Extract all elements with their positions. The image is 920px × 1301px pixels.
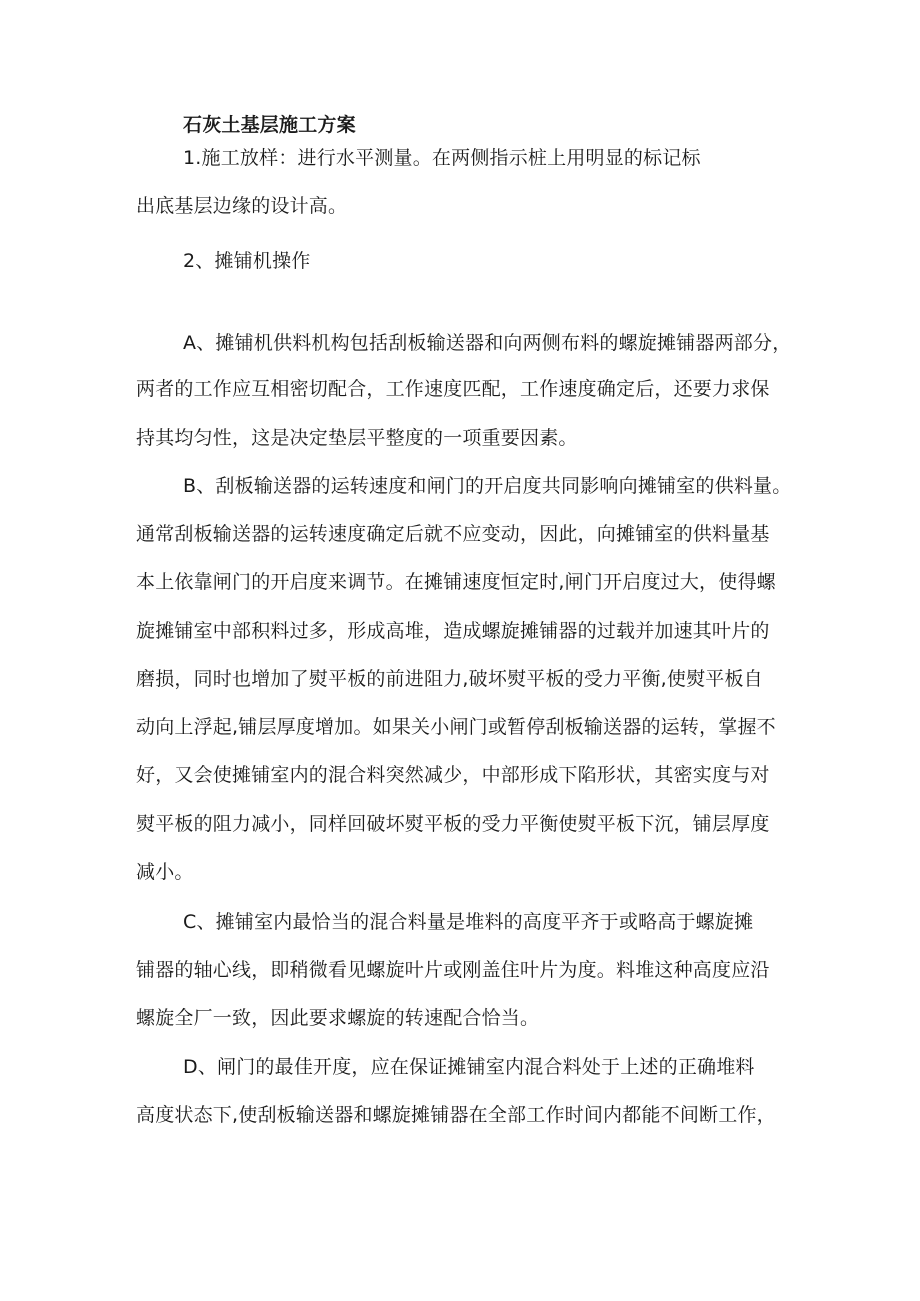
paragraph-b-line-5: 磨损，同时也增加了熨平板的前进阻力,破坏熨平板的受力平衡,使熨平板自 (136, 668, 763, 690)
paragraph-b-line-3: 本上依靠闸门的开启度来调节。在摊铺速度恒定时,闸门开启度过大，使得螺 (136, 571, 776, 593)
section1-line-2: 出底基层边缘的设计高。 (136, 195, 348, 217)
paragraph-b-line-9: 减小。 (136, 861, 194, 883)
paragraph-b-line-7: 好，又会使摊铺室内的混合料突然减少，中部形成下陷形状，其密实度与对 (136, 764, 770, 786)
paragraph-b-line-1: B、刮板输送器的运转速度和闸门的开启度共同影响向摊铺室的供料量。 (183, 475, 792, 497)
paragraph-a-line-1: A、摊铺机供料机构包括刮板输送器和向两侧布料的螺旋摊铺器两部分， (183, 332, 792, 354)
paragraph-b-line-8: 熨平板的阻力减小，同样回破坏熨平板的受力平衡使熨平板下沉，铺层厚度 (136, 813, 770, 835)
section2-heading: 2、摊铺机操作 (183, 250, 311, 272)
paragraph-c-line-1: C、摊铺室内最恰当的混合料量是堆料的高度平齐于或略高于螺旋摊 (183, 911, 754, 933)
paragraph-d-line-1: D、闸门的最佳开度，应在保证摊铺室内混合料处于上述的正确堆料 (183, 1056, 755, 1078)
document-title: 石灰土基层施工方案 (183, 114, 356, 136)
paragraph-a-line-3: 持其均匀性，这是决定垫层平整度的一项重要因素。 (136, 427, 578, 449)
paragraph-c-line-2: 铺器的轴心线，即稍微看见螺旋叶片或刚盖住叶片为度。料堆这种高度应沿 (136, 959, 770, 981)
paragraph-d-line-2: 高度状态下,使刮板输送器和螺旋摊铺器在全部工作时间内都能不间断工作， (136, 1104, 776, 1126)
paragraph-b-line-6: 动向上浮起,铺层厚度增加。如果关小闸门或暂停刮板输送器的运转，掌握不 (136, 716, 776, 738)
paragraph-b-line-4: 旋摊铺室中部积料过多，形成高堆，造成螺旋摊铺器的过载并加速其叶片的 (136, 620, 770, 642)
section1-line-1: 1.施工放样：进行水平测量。在两侧指示桩上用明显的标记标 (183, 147, 701, 169)
paragraph-c-line-3: 螺旋全厂一致，因此要求螺旋的转速配合恰当。 (136, 1007, 540, 1029)
paragraph-a-line-2: 两者的工作应互相密切配合，工作速度匹配，工作速度确定后，还要力求保 (136, 378, 770, 400)
paragraph-b-line-2: 通常刮板输送器的运转速度确定后就不应变动，因此，向摊铺室的供料量基 (136, 523, 770, 545)
